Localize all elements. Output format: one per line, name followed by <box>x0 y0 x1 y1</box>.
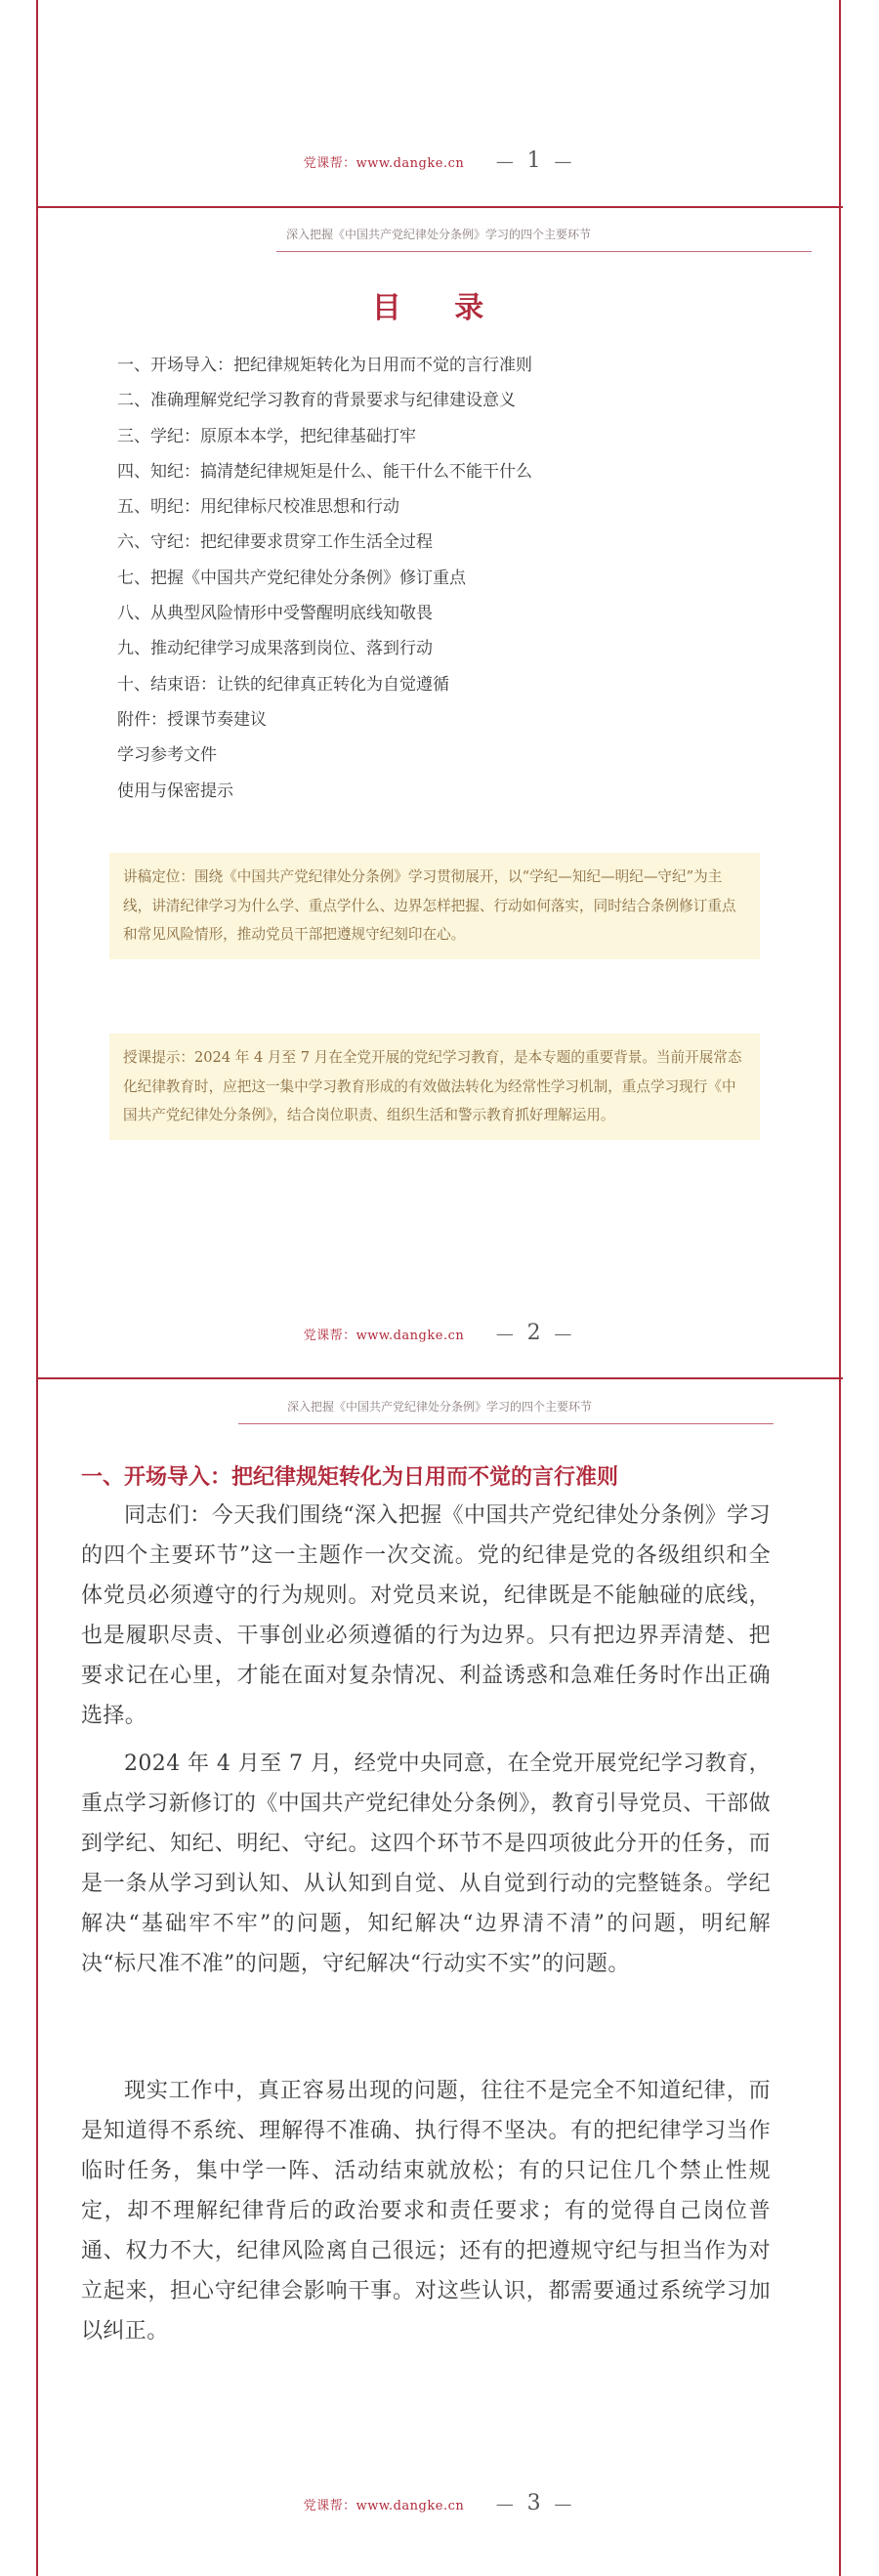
footer-site: 党课帮：www.dangke.cn <box>303 156 465 171</box>
toc-item[interactable]: 八、从典型风险情形中受警醒明底线知敬畏 <box>117 604 433 624</box>
section-heading: 一、开场导入：把纪律规矩转化为日用而不觉的言行准则 <box>81 1464 619 1490</box>
body-paragraph: 2024 年 4 月至 7 月，经党中央同意，在全党开展党纪学习教育，重点学习新修订的《中国共产党纪律处分条例》，教育引导党员、干部做到学纪、知纪、明纪、守纪。这四个环节不是四项彼此分开的任务，而是一条从学习到认知、从认知到自觉、从自觉到行动的完整链条。学纪解决“基础牢不牢”的问题，知纪解决“边界清不清”的问题，明纪解决“标尺准不准”的问题，守纪解决“行动实不实”的问题。 <box>81 1752 771 1976</box>
page-1 <box>36 0 841 208</box>
page-number: — 3 — <box>495 2491 574 2515</box>
toc-title: 目 录 <box>371 291 506 325</box>
header-rule <box>276 251 812 252</box>
toc-item[interactable]: 十、结束语：让铁的纪律真正转化为自觉遵循 <box>117 674 449 695</box>
page-footer <box>38 1321 839 1345</box>
header-rule <box>238 1423 774 1424</box>
footer-site: 党课帮：www.dangke.cn <box>303 2499 465 2513</box>
toc-item[interactable]: 一、开场导入：把纪律规矩转化为日用而不觉的言行准则 <box>117 356 532 375</box>
toc-item[interactable]: 七、把握《中国共产党纪律处分条例》修订重点 <box>117 568 466 588</box>
page-2 <box>36 208 841 1377</box>
running-head: 深入把握《中国共产党纪律处分条例》学习的四个主要环节 <box>286 1400 592 1414</box>
toc-item[interactable]: 二、准确理解党纪学习教育的背景要求与纪律建设意义 <box>117 391 516 411</box>
page-number: — 2 — <box>495 1321 574 1345</box>
page-number: — 1 — <box>495 148 574 173</box>
page-number-value: 1 <box>526 148 543 173</box>
running-head: 深入把握《中国共产党纪律处分条例》学习的四个主要环节 <box>285 228 591 241</box>
body-paragraph: 现实工作中，真正容易出现的问题，往往不是完全不知道纪律，而是知道得不系统、理解得不准确、执行得不坚决。有的把纪律学习当作临时任务，集中学一阵、活动结束就放松；有的只记住几个禁止性规定，却不理解纪律背后的政治要求和责任要求；有的觉得自己岗位普通、权力不大，纪律风险离自己很远；还有的把遵规守纪与担当作为对立起来，担心守纪律会影响干事。对这些认识，都需要通过系统学习加以纠正。 <box>81 2079 771 2344</box>
toc-item[interactable]: 使用与保密提示 <box>117 781 233 801</box>
page-footer <box>36 2491 841 2515</box>
toc-list <box>117 348 532 809</box>
page-footer <box>38 148 839 173</box>
toc-item[interactable]: 四、知纪：搞清楚纪律规矩是什么、能干什么不能干什么 <box>117 461 532 482</box>
teaching-tip-note: 授课提示：2024 年 4 月至 7 月在全党开展的党纪学习教育，是本专题的重要背景。当前开展常态化纪律教育时，应把这一集中学习教育形成的有效做法转化为经常性学习机制，重点学习现行《中国共产党纪律处分条例》，结合岗位职责、组织生活和警示教育抓好理解运用。 <box>109 1034 760 1140</box>
body-paragraph: 同志们：今天我们围绕“深入把握《中国共产党纪律处分条例》学习的四个主要环节”这一主题作一次交流。党的纪律是党的各级组织和全体党员必须遵守的行为规则。对党员来说，纪律既是不能触碰的底线，也是履职尽责、干事创业必须遵循的行为边界。只有把边界弄清楚、把要求记在心里，才能在面对复杂情况、利益诱惑和急难任务时作出正确选择。 <box>81 1503 771 1728</box>
toc-item[interactable]: 学习参考文件 <box>117 745 217 766</box>
toc-item[interactable]: 六、守纪：把纪律要求贯穿工作生活全过程 <box>117 532 433 553</box>
toc-item[interactable]: 三、学纪：原原本本学，把纪律基础打牢 <box>117 426 416 446</box>
positioning-note: 讲稿定位：围绕《中国共产党纪律处分条例》学习贯彻展开，以“学纪—知纪—明纪—守纪”为主线，讲清纪律学习为什么学、重点学什么、边界怎样把握、行动如何落实，同时结合条例修订重点和常见风险情形，推动党员干部把遵规守纪刻印在心。 <box>109 853 760 959</box>
page-number-value: 2 <box>526 1321 543 1345</box>
toc-item[interactable]: 九、推动纪律学习成果落到岗位、落到行动 <box>117 639 433 659</box>
page-number-value: 3 <box>526 2491 543 2515</box>
footer-site: 党课帮：www.dangke.cn <box>303 1329 465 1343</box>
toc-item[interactable]: 附件：授课节奏建议 <box>117 709 267 730</box>
toc-item[interactable]: 五、明纪：用纪律标尺校准思想和行动 <box>117 497 399 518</box>
